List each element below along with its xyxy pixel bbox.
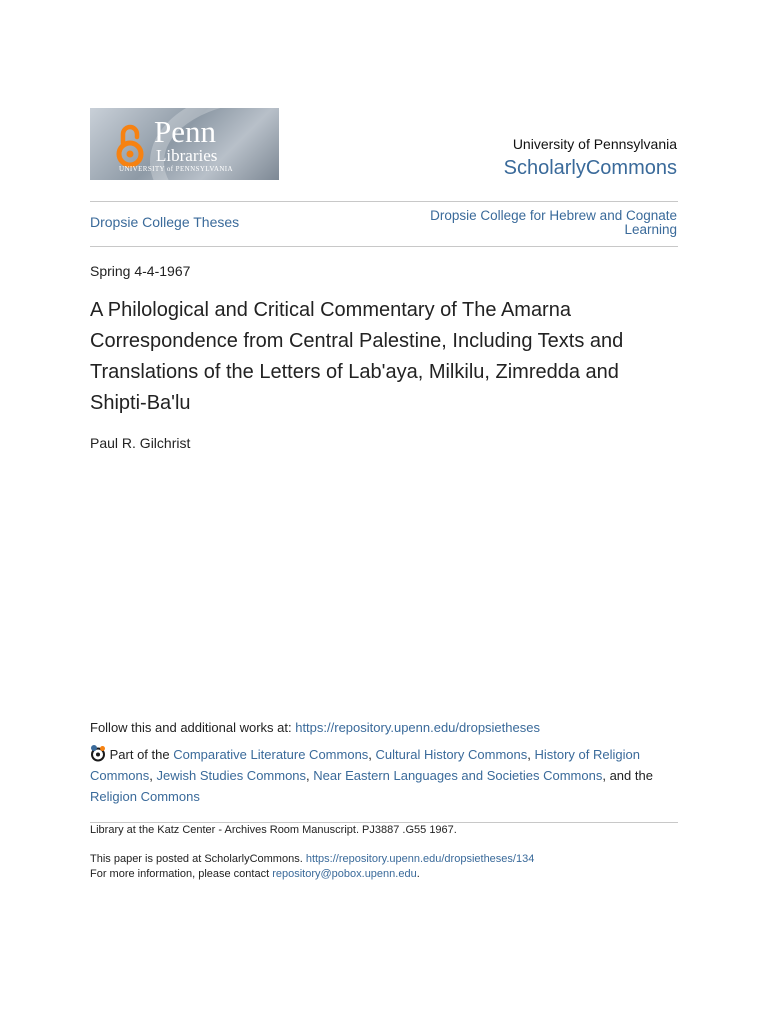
part-of-label: Part of the	[109, 747, 174, 762]
nav-divider	[90, 246, 678, 247]
header-divider	[90, 201, 678, 202]
department-link[interactable]: Dropsie College for Hebrew and Cognate Learning	[430, 208, 677, 237]
separator: ,	[368, 747, 376, 762]
part-of-line	[90, 744, 682, 807]
open-access-icon	[114, 121, 146, 169]
paper-url-link[interactable]: https://repository.upenn.edu/dropsietheses/134	[305, 853, 535, 865]
logo-university-text: UNIVERSITY of PENNSYLVANIA	[119, 165, 233, 173]
follow-label: Follow this and additional works at:	[90, 720, 296, 735]
commons-link[interactable]: Religion Commons	[90, 789, 200, 804]
penn-libraries-logo[interactable]	[90, 108, 279, 180]
posted-label: This paper is posted at ScholarlyCommons.	[90, 853, 306, 865]
commons-link[interactable]: History of Religion Commons	[90, 747, 640, 783]
footer-divider	[90, 822, 678, 823]
follow-url-link[interactable]: https://repository.upenn.edu/dropsietheses	[295, 720, 540, 735]
commons-link[interactable]: Near Eastern Languages and Societies Commons	[313, 768, 603, 783]
more-info-line	[90, 868, 420, 880]
author-name: Paul R. Gilchrist	[90, 435, 191, 451]
commons-link[interactable]: Jewish Studies Commons	[156, 768, 307, 783]
commons-link[interactable]: Comparative Literature Commons	[173, 747, 369, 762]
logo-libraries-text: Libraries	[156, 146, 218, 165]
university-name: University of Pennsylvania	[512, 136, 677, 152]
commons-link[interactable]: Cultural History Commons	[375, 747, 528, 762]
separator: ,	[149, 768, 157, 783]
logo-penn-text: Penn	[154, 114, 216, 149]
series-link[interactable]: Dropsie College Theses	[90, 214, 240, 230]
document-title: A Philological and Critical Commentary of The Amarna Correspondence from Central Palestine, Including Texts and Translations of the Letters of Lab'aya, Milkilu, Zimredda and Shipti-Ba'lu	[90, 299, 624, 414]
follow-line	[90, 720, 540, 735]
period: .	[416, 868, 420, 880]
separator: ,	[527, 747, 535, 762]
publication-date: Spring 4-4-1967	[90, 263, 191, 279]
library-note: Library at the Katz Center - Archives Room Manuscript. PJ3887 .G55 1967.	[90, 824, 457, 836]
scholarlycommons-link[interactable]: ScholarlyCommons	[503, 157, 677, 179]
contact-email-link[interactable]: repository@pobox.upenn.edu	[272, 868, 417, 880]
posted-line	[90, 853, 534, 865]
network-commons-icon	[90, 745, 106, 762]
and-the-text: , and the	[602, 768, 653, 783]
more-info-label: For more information, please contact	[90, 868, 273, 880]
separator: ,	[306, 768, 314, 783]
